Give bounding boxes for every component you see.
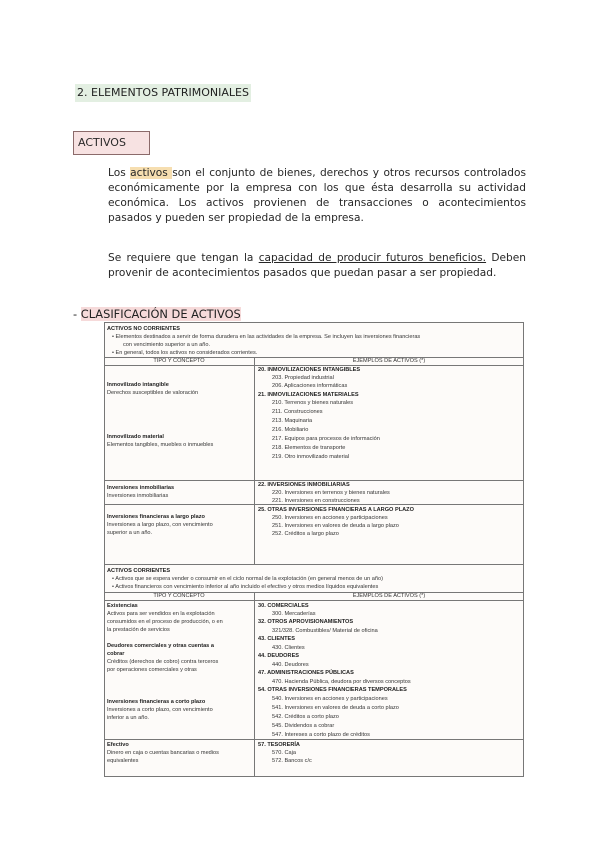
row-inmobiliarias-title: Inversiones inmobiliarias — [107, 485, 175, 491]
table-border — [104, 776, 524, 777]
example-item: 217. Equipos para procesos de información — [272, 436, 380, 442]
example-group: 44. DEUDORES — [258, 653, 300, 659]
current-bullet: • Activos que se espera vender o consumir en el ciclo normal de la explotación (en general menos de un año) — [112, 576, 383, 582]
example-item: 211. Construcciones — [272, 409, 323, 415]
example-item: 545. Dividendos a cobrar — [272, 723, 335, 729]
example-group: 22. INVERSIONES INMOBILIARIAS — [258, 482, 350, 488]
example-item: 540. Inversiones en acciones y participaciones — [272, 696, 388, 702]
classification-title: CLASIFICACIÓN DE ACTIVOS — [80, 307, 241, 321]
row-financieras-title: Inversiones financieras a largo plazo — [107, 514, 205, 520]
example-group: 25. OTRAS INVERSIONES FINANCIERAS A LARGO PLAZO — [258, 507, 414, 513]
noncurrent-bullet: • En general, todos los activos no considerados corrientes. — [112, 350, 258, 356]
example-item: 218. Elementos de transporte — [272, 445, 346, 451]
column-header-examples: EJEMPLOS DE ACTIVOS (*) — [352, 593, 426, 599]
example-item: 321/328. Combustibles/ Material de oficina — [272, 628, 378, 634]
column-header-type: TIPO Y CONCEPTO — [153, 593, 205, 599]
classification-heading — [73, 307, 241, 322]
example-item: 300. Mercaderías — [272, 611, 316, 617]
noncurrent-title: ACTIVOS NO CORRIENTES — [107, 326, 181, 332]
row-fin-cp-desc: Inversiones a corto plazo, con vencimiento — [107, 707, 213, 713]
example-group: 20. INMOVILIZACIONES INTANGIBLES — [258, 367, 361, 373]
column-divider — [254, 358, 255, 565]
row-existencias-desc: consumidos en el proceso de producción, o en — [107, 619, 223, 625]
para2-lead: Se requiere que tengan la — [108, 252, 259, 264]
table-border — [104, 322, 524, 323]
row-fin-cp-desc: inferior a un año. — [107, 715, 149, 721]
row-existencias-desc: Activos para ser vendidos en la explotación — [107, 611, 215, 617]
example-item: 547. Intereses a corto plazo de créditos — [272, 732, 370, 738]
example-group: 30. COMERCIALES — [258, 603, 309, 609]
section-heading: 2. ELEMENTOS PATRIMONIALES — [75, 84, 251, 102]
row-efectivo-desc: Dinero en caja o cuentas bancarias o medios — [107, 750, 219, 756]
example-item: 213. Maquinaria — [272, 418, 313, 424]
table-rule — [104, 600, 524, 601]
current-title: ACTIVOS CORRIENTES — [107, 568, 171, 574]
column-header-examples: EJEMPLOS DE ACTIVOS (*) — [352, 358, 426, 364]
table-rule — [104, 480, 524, 481]
example-item: 251. Inversiones en valores de deuda a largo plazo — [272, 523, 399, 529]
row-existencias-title: Existencias — [107, 603, 138, 609]
example-item: 220. Inversiones en terrenos y bienes naturales — [272, 490, 390, 496]
table-border — [523, 322, 524, 777]
noncurrent-bullet: • Elementos destinados a servir de forma duradera en las actividades de la empresa. Se incluyen las inversiones financieras — [112, 334, 421, 340]
example-item: 470. Hacienda Pública, deudora por diversos conceptos — [272, 679, 411, 685]
activos-title-box: ACTIVOS — [73, 131, 150, 155]
row-efectivo-desc: equivalentes — [107, 758, 139, 764]
para2-body: Deben provenir de acontecimientos pasados que puedan pasar a ser propiedad. — [108, 252, 527, 279]
example-item: 440. Deudores — [272, 662, 309, 668]
row-financieras-desc: superior a un año. — [107, 530, 153, 536]
table-rule — [104, 564, 524, 565]
table-rule — [104, 365, 524, 366]
example-item: 572. Bancos c/c — [272, 758, 312, 764]
row-intangible-desc: Derechos susceptibles de valoración — [107, 390, 199, 396]
example-item: 203. Propiedad industrial — [272, 375, 334, 381]
row-existencias-desc: la prestación de servicios — [107, 627, 170, 633]
row-deudores-desc: Créditos (derechos de cobro) contra terceros — [107, 659, 219, 665]
example-item: 206. Aplicaciones informáticas — [272, 383, 348, 389]
row-material-title: Inmovilizado material — [107, 434, 164, 440]
column-divider — [254, 593, 255, 777]
row-intangible-title: Inmovilizado intangible — [107, 382, 169, 388]
example-group: 57. TESORERÍA — [258, 742, 300, 748]
example-item: 210. Terrenos y bienes naturales — [272, 400, 354, 406]
table-rule — [104, 739, 524, 740]
classification-dash: - — [73, 307, 81, 321]
row-inmobiliarias-desc: Inversiones inmobiliarias — [107, 493, 169, 499]
column-header-type: TIPO Y CONCEPTO — [153, 358, 205, 364]
para1-lead: Los — [108, 167, 131, 179]
row-material-desc: Elementos tangibles, muebles o inmuebles — [107, 442, 214, 448]
example-group: 21. INMOVILIZACIONES MATERIALES — [258, 392, 359, 398]
asset-classification-table — [104, 322, 524, 777]
activos-definition-paragraph — [108, 166, 526, 226]
noncurrent-bullet-cont: con vencimiento superior a un año. — [123, 342, 211, 348]
row-deudores-title: cobrar — [107, 651, 125, 657]
example-item: 570. Caja — [272, 750, 296, 756]
example-item: 219. Otro inmovilizado material — [272, 454, 350, 460]
example-item: 250. Inversiones en acciones y participaciones — [272, 515, 388, 521]
example-item: 541. Inversiones en valores de deuda a corto plazo — [272, 705, 399, 711]
row-efectivo-title: Efectivo — [107, 742, 129, 748]
benefits-underlined: capacidad de producir futuros beneficios. — [258, 252, 487, 264]
row-financieras-desc: Inversiones a largo plazo, con vencimiento — [107, 522, 213, 528]
table-border — [104, 322, 105, 777]
example-group: 43. CLIENTES — [258, 636, 295, 642]
example-item: 252. Créditos a largo plazo — [272, 531, 339, 537]
current-bullet: • Activos financieros con vencimiento inferior al año incluido el efectivo y otros medios líquidos equivalentes — [112, 584, 379, 590]
para1-body: son el conjunto de bienes, derechos y otros recursos controlados económicamente por la empresa con los que ésta desarrolla su actividad económica. Los activos provienen de transacciones o acontecimientos pasados y pueden ser propiedad de la empresa. — [108, 167, 526, 224]
example-group: 47. ADMINISTRACIONES PÚBLICAS — [258, 670, 354, 676]
example-group: 54. OTRAS INVERSIONES FINANCIERAS TEMPORALES — [258, 687, 407, 693]
row-deudores-title: Deudores comerciales y otras cuentas a — [107, 643, 214, 649]
example-item: 216. Mobiliario — [272, 427, 309, 433]
example-item: 221. Inversiones en construcciones — [272, 498, 360, 504]
activos-highlight: activos — [130, 167, 173, 179]
row-fin-cp-title: Inversiones financieras a corto plazo — [107, 699, 206, 705]
example-group: 32. OTROS APROVISIONAMIENTOS — [258, 619, 354, 625]
row-deudores-desc: por operaciones comerciales y otras — [107, 667, 197, 673]
example-item: 542. Créditos a corto plazo — [272, 714, 339, 720]
requirements-paragraph — [108, 251, 526, 281]
example-item: 430. Clientes — [272, 645, 305, 651]
